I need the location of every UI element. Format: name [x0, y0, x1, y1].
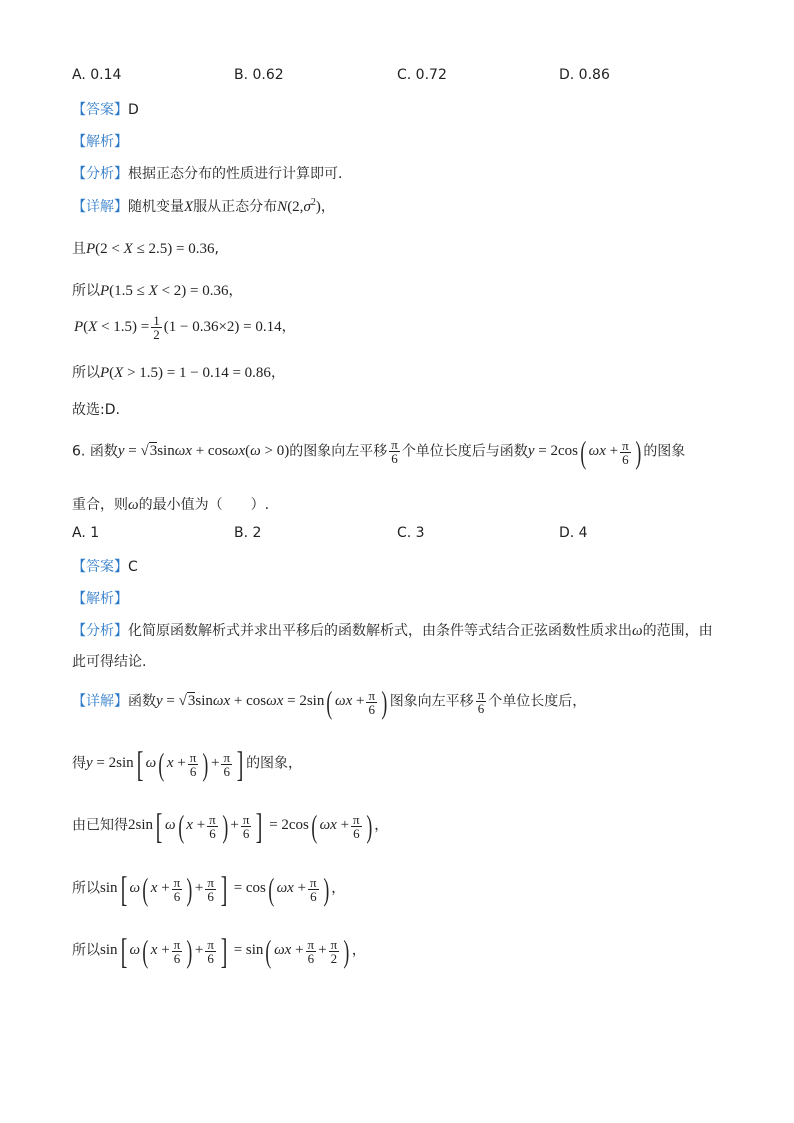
question-number: 6. [72, 443, 86, 460]
question-text: 重合，则 [72, 497, 128, 513]
detail-bracket: 【详解】 [72, 200, 128, 215]
analysis-heading-1 [72, 131, 128, 151]
math-expression: P(1.5 ≤ X < 2) = 0.36 [100, 283, 229, 299]
detail-text: ， [320, 199, 335, 215]
detail-text: ， [228, 283, 243, 299]
analysis-text: 化简原函数解析式并求出平移后的函数解析式，由条件等式结合正弦函数性质求出 [128, 623, 632, 639]
option-a: A. 1 [72, 525, 100, 541]
math-expression: P(X < 1.5) = $\frac{1}{2}$ (1 − 0.36×2) = 0.14 [74, 313, 282, 342]
detail-text: ， [331, 880, 346, 897]
question-text: 的图象 [643, 443, 686, 460]
analysis-2-line-1 [72, 620, 713, 640]
question-text: 函数 [89, 443, 118, 460]
detail-text: 个单位长度后， [488, 693, 587, 710]
answer-1 [72, 99, 139, 119]
analysis-heading-2 [72, 588, 128, 608]
math-expression: sin[ ω( x + $\frac{\pi}{6}$ ) + $\frac{\pi}{6}$ ] = cos( ωx + $\frac{\pi}{6}$ ) [100, 869, 329, 909]
math-normal-dist: $N(2,\sigma^2)$ [277, 197, 321, 215]
detail-1-line-6 [72, 399, 120, 419]
math-expression: sin[ ω( x + $\frac{\pi}{6}$ ) + $\frac{\pi}{6}$ ] = sin( ωx + $\frac{\pi}{6}$ + $\frac{\pi}{2}$ ) [100, 931, 350, 971]
detail-text: ， [270, 365, 285, 381]
detail-1-line-2 [72, 238, 219, 258]
option-d: D. 0.86 [559, 67, 610, 83]
detail-text: 得 [72, 755, 86, 772]
analysis-bracket: 【分析】 [72, 167, 128, 182]
answer-label: 【答案】 [72, 103, 128, 118]
answer-label: 【答案】 [72, 560, 128, 575]
option-d: D. 4 [559, 525, 588, 541]
detail-2-line-2 [72, 746, 302, 782]
option-b: B. 2 [234, 525, 262, 541]
analysis-text: 根据正态分布的性质进行计算即可. [128, 166, 343, 182]
detail-2-line-1 [72, 686, 586, 718]
option-a: A. 0.14 [72, 67, 122, 83]
answer-2 [72, 556, 138, 576]
detail-text: 随机变量 [128, 199, 184, 215]
question-text: 个单位长度后与函数 [401, 443, 528, 460]
detail-1-line-1 [72, 196, 335, 216]
analysis-1 [72, 163, 342, 183]
detail-text: 所以 [72, 880, 100, 897]
math-expression: y = 2sin[ ω( x + $\frac{\pi}{6}$ ) + $\frac{\pi}{6}$ ] [86, 744, 244, 784]
question-6-line-2 [72, 494, 269, 514]
detail-text: 所以 [72, 365, 100, 381]
detail-2-line-5 [72, 933, 366, 969]
detail-text: 且 [72, 241, 86, 257]
analysis-text: 此可得结论. [72, 654, 147, 670]
options-row-2 [72, 525, 722, 545]
detail-text: 故选:D. [72, 402, 120, 418]
math-fraction: $\frac{\pi}{6}$ [477, 686, 485, 716]
question-text: 的最小值为（ ）. [138, 497, 270, 513]
math-omega: ω [128, 497, 139, 513]
detail-text: , [214, 241, 219, 257]
detail-text: 所以 [72, 283, 100, 299]
analysis-text: 的范围，由 [642, 623, 713, 639]
detail-bracket: 【详解】 [72, 694, 128, 710]
option-b: B. 0.62 [234, 67, 284, 83]
detail-text: 的图象， [246, 755, 303, 772]
detail-text: 图象向左平移 [389, 693, 474, 710]
math-function: y = √3sinωx + cosωx(ω > 0) [117, 443, 290, 460]
detail-2-line-4 [72, 871, 345, 907]
analysis-label: 【解析】 [72, 135, 128, 150]
math-omega: ω [632, 623, 643, 639]
analysis-bracket: 【分析】 [72, 624, 128, 639]
detail-2-line-3 [72, 808, 388, 844]
detail-text: 所以 [72, 942, 100, 959]
answer-value: C [128, 559, 138, 575]
detail-1-line-4 [74, 314, 296, 341]
math-fraction: $\frac{\pi}{6}$ [391, 436, 398, 466]
answer-value: D [128, 102, 139, 118]
math-expression: P(X > 1.5) = 1 − 0.14 = 0.86 [100, 365, 271, 381]
math-variable: X [184, 199, 194, 215]
math-expression: y = √3sinωx + cosωx = 2sin( ωx + $\frac{\pi}{6}$ ) [156, 684, 388, 720]
math-expression: 2sin[ ω( x + $\frac{\pi}{6}$ ) + $\frac{\pi}{6}$ ] = 2cos( ωx + $\frac{\pi}{6}$ ) [128, 806, 372, 846]
detail-text: ， [351, 942, 366, 959]
detail-text: 函数 [128, 693, 156, 710]
detail-text: ， [374, 817, 389, 834]
detail-text: 由已知得 [72, 817, 128, 834]
option-c: C. 0.72 [397, 67, 447, 83]
detail-1-line-3 [72, 280, 243, 300]
analysis-label: 【解析】 [72, 592, 128, 607]
math-expression: P(2 < X ≤ 2.5) = 0.36 [86, 241, 215, 257]
math-function: y = 2cos( ωx + $\frac{\pi}{6}$ ) [527, 434, 641, 470]
option-c: C. 3 [397, 525, 425, 541]
detail-1-line-5 [72, 362, 285, 382]
analysis-2-line-2 [72, 651, 146, 671]
options-row-1 [72, 67, 722, 87]
detail-text: 服从正态分布 [193, 199, 278, 215]
question-text: 的图象向左平移 [289, 443, 388, 460]
question-6-line-1 [72, 436, 685, 468]
comma: ， [281, 318, 296, 335]
